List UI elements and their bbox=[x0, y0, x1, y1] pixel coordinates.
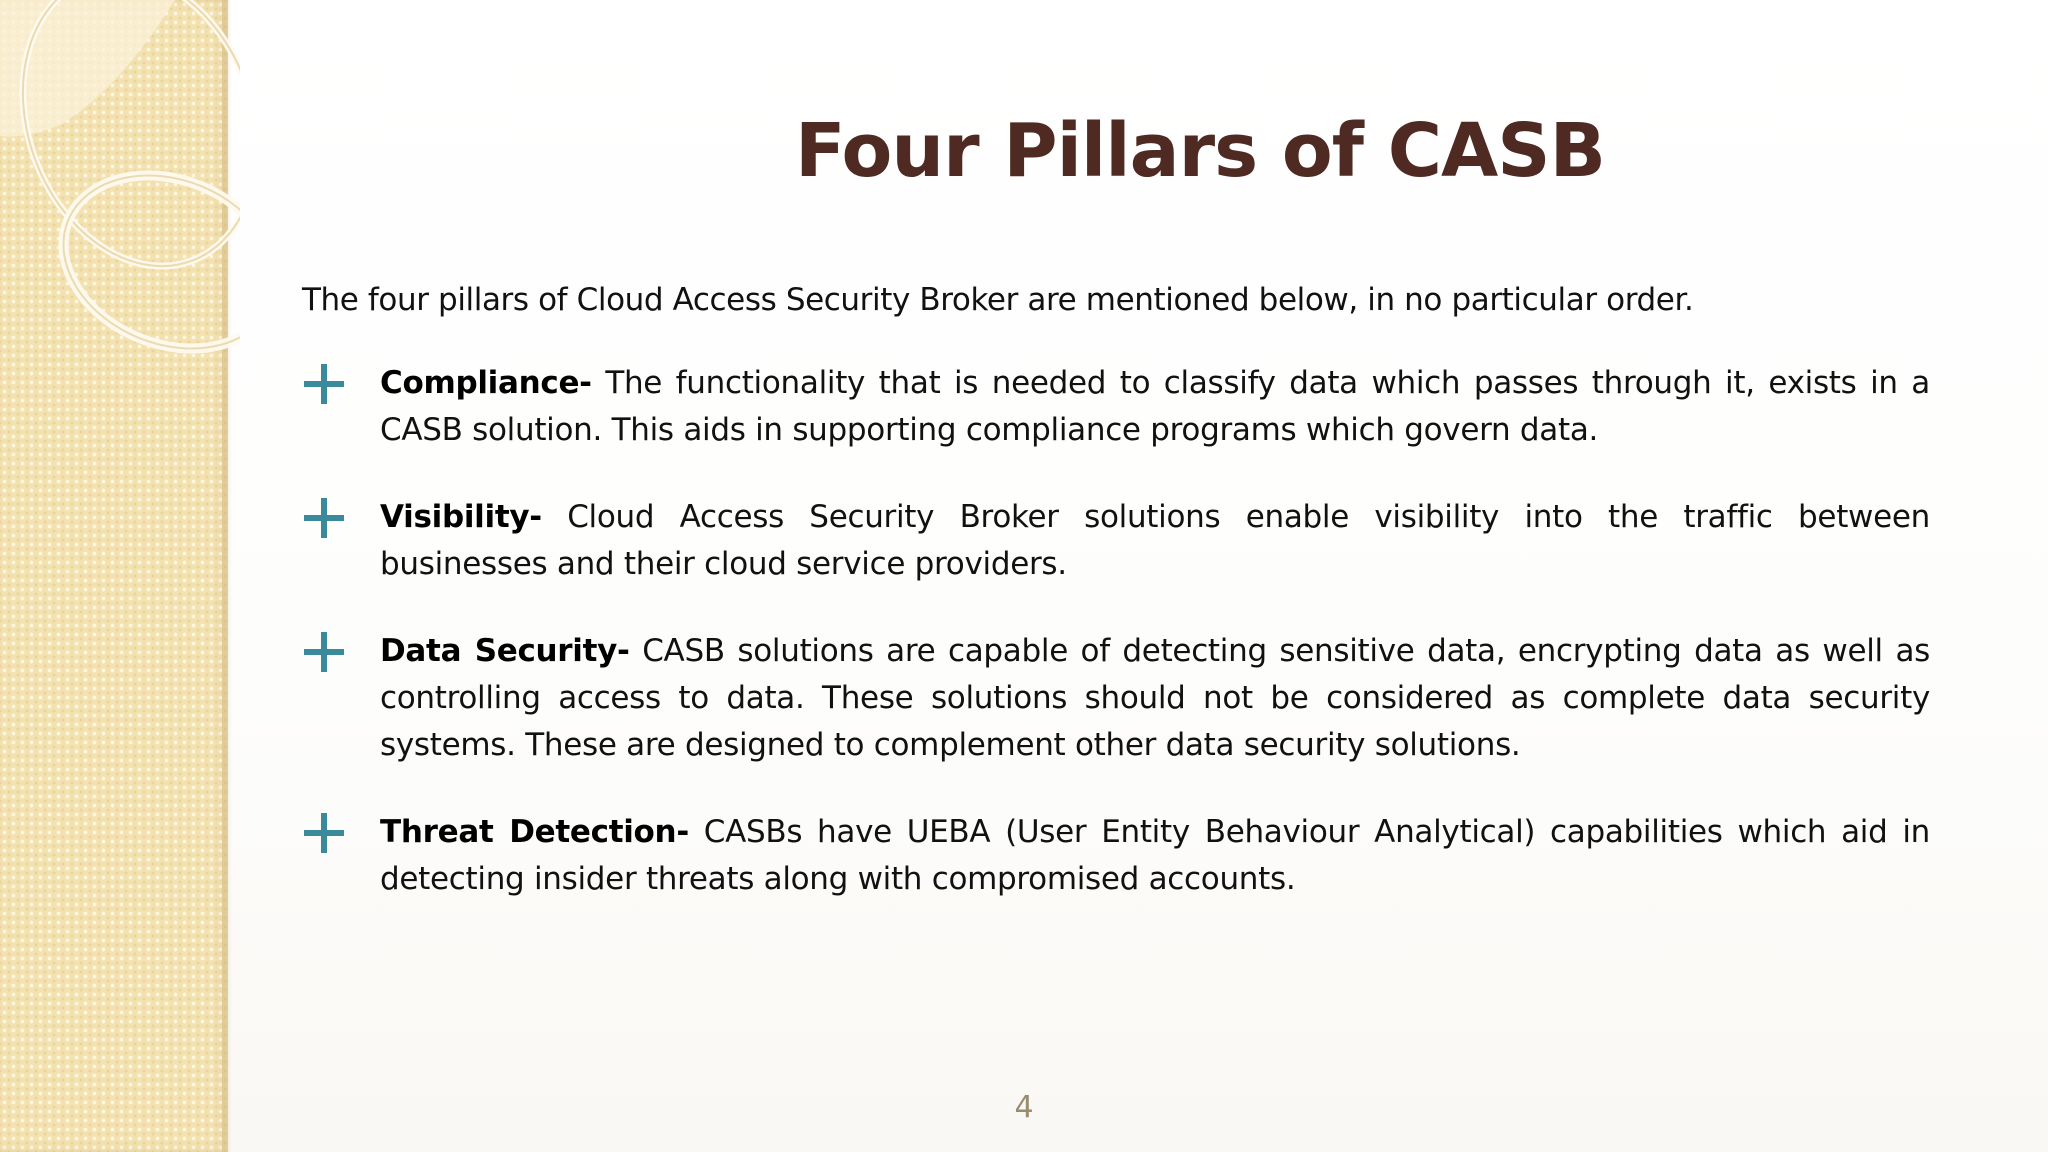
bullet-term: Visibility- bbox=[380, 499, 542, 535]
plus-icon bbox=[304, 632, 344, 672]
plus-icon bbox=[304, 813, 344, 853]
list-item-compliance bbox=[300, 360, 1930, 454]
bullet-text: CASB solutions are capable of detecting sensitive data, encrypting data as well as controlling access to data. These solutions should not be considered as complete data security systems. These are designed to complement other data security solutions. bbox=[380, 633, 1930, 763]
pillars-list bbox=[300, 360, 1930, 903]
list-item-data-security bbox=[300, 628, 1930, 769]
plus-icon bbox=[304, 364, 344, 404]
page-number: 4 bbox=[1014, 1090, 1034, 1125]
bullet-term: Threat Detection- bbox=[380, 814, 689, 850]
slide-title: Four Pillars of CASB bbox=[795, 108, 1605, 194]
bullet-term: Data Security- bbox=[380, 633, 630, 669]
plus-icon bbox=[304, 498, 344, 538]
bullet-term: Compliance- bbox=[380, 365, 592, 401]
list-item-visibility bbox=[300, 494, 1930, 588]
bullet-text: CASBs have UEBA (User Entity Behaviour Analytical) capabilities which aid in detecting insider threats along with compromised accounts. bbox=[380, 814, 1930, 897]
bullet-text: Cloud Access Security Broker solutions enable visibility into the traffic between businesses and their cloud service providers. bbox=[380, 499, 1930, 582]
intro-text: The four pillars of Cloud Access Security Broker are mentioned below, in no particular order. bbox=[302, 282, 1694, 318]
list-item-threat-detection bbox=[300, 809, 1930, 903]
decorative-rings bbox=[0, 0, 240, 420]
bullet-text: The functionality that is needed to classify data which passes through it, exists in a CASB solution. This aids in supporting compliance programs which govern data. bbox=[380, 365, 1930, 448]
